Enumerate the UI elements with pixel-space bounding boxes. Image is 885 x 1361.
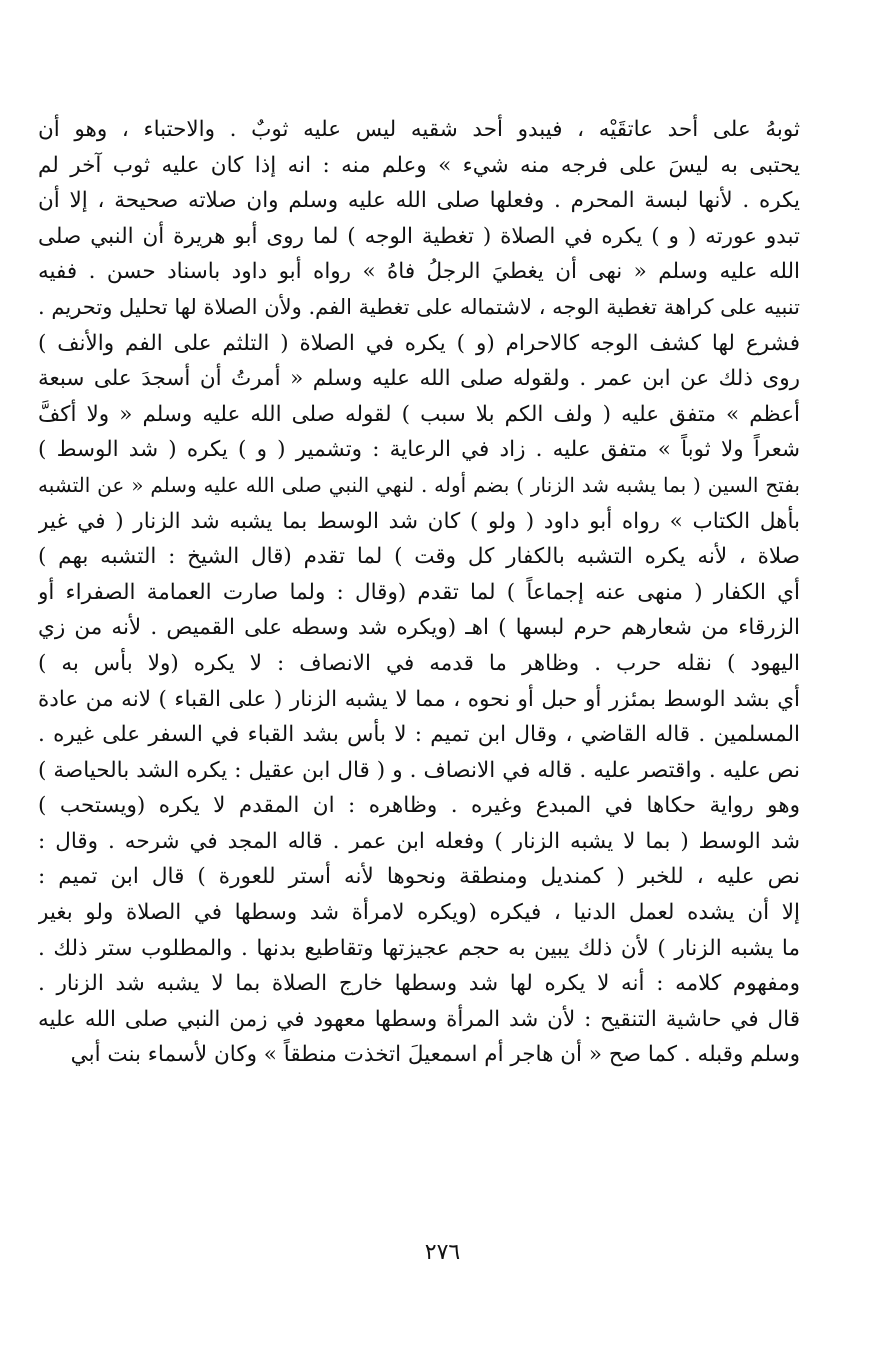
text-line: قال في حاشية التنقيح : لأن شد المرأة وسطها معهود في زمن النبي صلى الله عليه <box>38 1006 800 1032</box>
text-line: أعظم » متفق عليه ( ولف الكم بلا سبب ) لقوله صلى الله عليه وسلم « ولا أكفَّ <box>38 401 800 427</box>
text-line: يحتبى به ليسَ على فرجه منه شيء » وعلم منه : انه إذا كان عليه ثوب آخر لم <box>38 152 800 178</box>
text-line: وسلم وقبله . كما صح « أن هاجر أم اسمعيلَ اتخذت منطقاً » وكان لأسماء بنت أبي <box>70 1042 800 1068</box>
text-line: شد الوسط ( بما لا يشبه الزنار ) وفعله ابن عمر . قاله المجد في شرحه . وقال : <box>38 828 800 854</box>
text-line: أي بشد الوسط بمئزر أو حبل أو نحوه ، مما لا يشبه الزنار ( على القباء ) لانه من عادة <box>38 686 800 712</box>
text-line: ما يشبه الزنار ) لأن ذلك يبين به حجم عجيزتها وتقاطيع بدنها . والمطلوب ستر ذلك . <box>38 935 800 961</box>
text-line: ومفهوم كلامه : أنه لا يكره لها شد وسطها خارج الصلاة بما لا يشبه شد الزنار . <box>38 971 800 997</box>
text-line: الزرقاء من شعارهم حرم لبسها ) اهـ (ويكره شد وسطه على القميص . لأنه من زي <box>38 615 800 641</box>
text-line: فشرع لها كشف الوجه كالاحرام (و ) يكره في الصلاة ( التلثم على الفم والأنف ) <box>38 330 800 356</box>
text-line: روى ذلك عن ابن عمر . ولقوله صلى الله عليه وسلم « أمرتُ أن أسجدَ على سبعة <box>38 366 800 392</box>
text-line: ثوبهُ على أحد عاتقَيْه ، فيبدو أحد شقيه ليس عليه ثوبٌ . والاحتباء ، وهو أن <box>38 117 800 142</box>
text-line: بأهل الكتاب » رواه أبو داود ( ولو ) كان شد الوسط بما يشبه شد الزنار ( في غير <box>38 508 800 534</box>
body-text <box>38 112 800 1073</box>
text-line: أي الكفار ( منهى عنه إجماعاً ) لما تقدم (وقال : ولما صارت العمامة الصفراء أو <box>38 579 800 605</box>
text-line: اليهود ) نقله حرب . وظاهر ما قدمه في الانصاف : لا يكره (ولا بأس به ) <box>38 650 800 676</box>
text-line: المسلمين . قاله القاضي ، وقال ابن تميم : لا بأس بشد القباء في السفر على غيره . <box>38 722 800 748</box>
text-line: نص عليه . واقتصر عليه . قاله في الانصاف . و ( قال ابن عقيل : يكره الشد بالحياصة ) <box>38 757 800 783</box>
text-line: إلا أن يشده لعمل الدنيا ، فيكره (ويكره لامرأة شد وسطها في الصلاة ولو بغير <box>38 900 800 926</box>
text-line: بفتح السين ( بما يشبه شد الزنار ) بضم أوله . لنهي النبي صلى الله عليه وسلم « عن التشبه <box>38 472 800 497</box>
text-line: تنبيه على كراهة تغطية الوجه ، لاشتماله على تغطية الفم. ولأن الصلاة لها تحليل وتحريم . <box>38 294 800 319</box>
text-line: صلاة ، لأنه يكره التشبه بالكفار كل وقت ) لما تقدم (قال الشيخ : التشبه بهم ) <box>38 544 800 570</box>
text-line: الله عليه وسلم « نهى أن يغطيَ الرجلُ فاهُ » رواه أبو داود باسناد حسن . ففيه <box>38 259 800 285</box>
text-line: شعراً ولا ثوباً » متفق عليه . زاد في الرعاية : وتشمير ( و ) يكره ( شد الوسط ) <box>38 437 800 463</box>
text-line: نص عليه ، للخبر ( كمنديل ومنطقة ونحوها لأنه أستر للعورة ) قال ابن تميم : <box>38 864 800 890</box>
text-line: يكره . لأنها لبسة المحرم . وفعلها صلى الله عليه وسلم وان صلاته صحيحة ، إلا أن <box>38 188 800 214</box>
text-line: تبدو عورته ( و ) يكره في الصلاة ( تغطية الوجه ) لما روى أبو هريرة أن النبي صلى <box>38 223 800 249</box>
text-line: وهو رواية حكاها في المبدع وغيره . وظاهره : ان المقدم لا يكره (ويستحب ) <box>38 793 800 819</box>
page-number: ٢٧٦ <box>424 1240 461 1265</box>
